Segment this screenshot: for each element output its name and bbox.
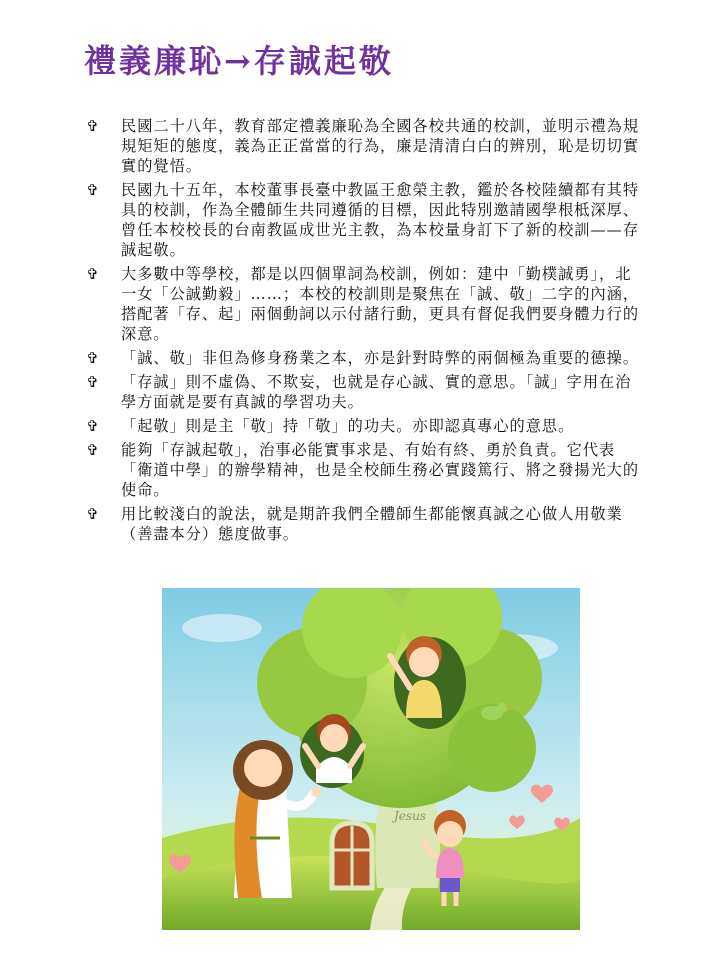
latin-cross-icon: ✞ [86, 117, 100, 135]
bullet-text: 大多數中等學校，都是以四個單詞為校訓，例如：建中「勤樸誠勇」，北一女「公誠勤毅」……；本校的校訓則是聚焦在「誠、敬」二字的內涵，搭配著「存、起」兩個動詞以示付諸行動，更具有督促我們要身體力行的深意。 [121, 265, 639, 343]
list-item [84, 180, 644, 260]
bullet-text: 「起敬」則是主「敬」持「敬」的功夫。亦即認真專心的意思。 [121, 417, 575, 435]
bullet-text: 能夠「存誠起敬」，治事必能實事求是、有始有終、勇於負責。它代表「衛道中學」的辦學精神，也是全校師生務必實踐篤行、將之發揚光大的使命。 [121, 441, 639, 499]
illustration-svg [162, 588, 580, 930]
latin-cross-icon: ✞ [86, 417, 100, 435]
tree-label: Jesus [394, 809, 426, 823]
illustration-jesus-children-tree [162, 588, 580, 930]
latin-cross-icon: ✞ [86, 265, 100, 283]
list-item [84, 264, 644, 344]
bullet-text: 「存誠」則不虛偽、不欺妄，也就是存心誠、實的意思。「誠」字用在治學方面就是要有真誠的學習功夫。 [121, 373, 632, 411]
latin-cross-icon: ✞ [86, 181, 100, 199]
bullet-list [84, 116, 644, 548]
list-item [84, 504, 644, 544]
bullet-text: 民國二十八年，教育部定禮義廉恥為全國各校共通的校訓，並明示禮為規規矩矩的態度，義為正正當當的行為，廉是清清白白的辨別，恥是切切實實的覺悟。 [121, 117, 639, 175]
latin-cross-icon: ✞ [86, 441, 100, 459]
latin-cross-icon: ✞ [86, 349, 100, 367]
list-item [84, 416, 644, 436]
latin-cross-icon: ✞ [86, 373, 100, 391]
latin-cross-icon: ✞ [86, 505, 100, 523]
bullet-text: 民國九十五年，本校董事長臺中教區王愈榮主教，鑑於各校陸續都有其特具的校訓，作為全體師生共同遵循的目標，因此特別邀請國學根柢深厚、曾任本校校長的台南教區成世光主教，為本校量身訂下了新的校訓——存誠起敬。 [121, 181, 639, 259]
page-title: 禮義廉恥→存誠起敬 [84, 42, 394, 80]
list-item [84, 440, 644, 500]
bullet-text: 「誠、敬」非但為修身務業之本，亦是針對時弊的兩個極為重要的德操。 [121, 349, 639, 367]
list-item [84, 372, 644, 412]
bullet-text: 用比較淺白的說法，就是期許我們全體師生都能懷真誠之心做人用敬業（善盡本分）態度做事。 [121, 505, 623, 543]
list-item [84, 116, 644, 176]
list-item [84, 348, 644, 368]
